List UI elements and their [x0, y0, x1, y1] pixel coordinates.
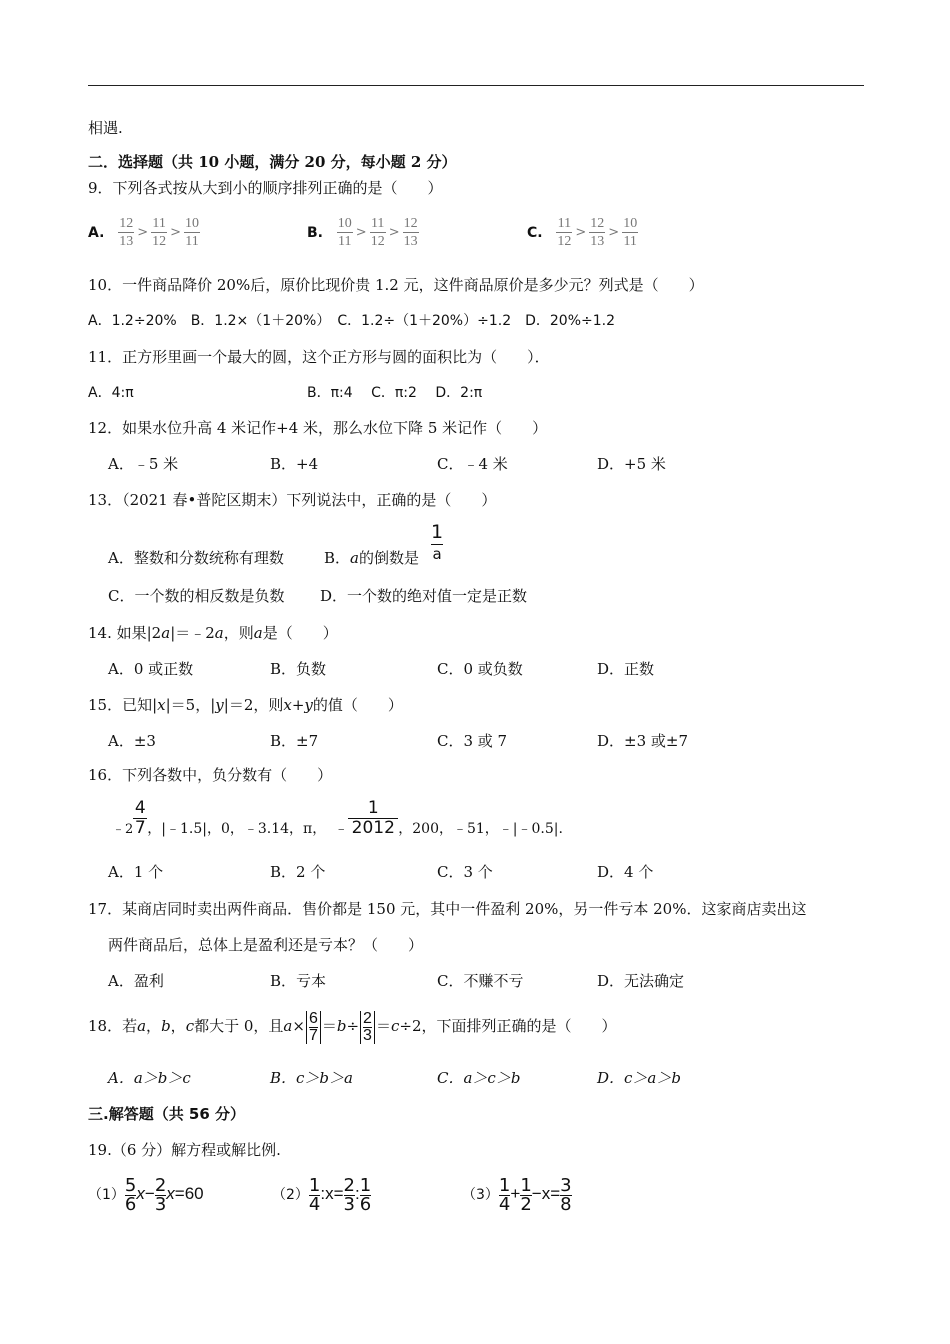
q14-option-a[interactable]: A．0 或正数 — [108, 660, 194, 678]
q9-option-c[interactable] — [527, 212, 639, 252]
q15-var-x2: x — [283, 696, 292, 714]
q15-var-x1: x — [157, 696, 166, 714]
q17-stem-line1: 17．某商店同时卖出两件商品．售价都是 150 元，其中一件盈利 20%，另一件亏本 20%．这家商店卖出这 — [88, 900, 807, 918]
q16-n1-den: 7 — [134, 817, 146, 838]
q18-stem-tail: ÷2，下面排列正确的是（ ） — [399, 1017, 617, 1035]
q16-n1-fraction — [133, 797, 147, 838]
q15-stem-m1: |＝5，| — [165, 696, 216, 714]
q12-option-b[interactable]: B．+4 — [270, 455, 319, 473]
q9-fraction — [184, 217, 200, 249]
q13-recip-num: 1 — [431, 521, 444, 543]
q19-p2-frac2 — [343, 1174, 355, 1215]
q18-f1-den: 7 — [308, 1026, 318, 1044]
q9-fraction-den: 13 — [590, 234, 605, 249]
q9-option-a[interactable] — [88, 212, 201, 252]
q17-option-d[interactable]: D．无法确定 — [597, 972, 685, 990]
q10-options[interactable]: A．1.2÷20% B．1.2×（1＋20%） C．1.2÷（1＋20%）÷1.2 D．20%÷1.2 — [88, 313, 615, 329]
q19-p1-frac1 — [124, 1174, 137, 1215]
q9-fraction-num: 12 — [119, 216, 134, 231]
q9-fraction — [337, 217, 353, 249]
q14-var-a2: a — [214, 624, 224, 642]
q19-p1-f2-num: 2 — [154, 1174, 167, 1196]
q19-p3-mid: −x= — [531, 1184, 561, 1203]
q9-fraction-den: 12 — [370, 234, 385, 249]
q18-var-c2: c — [390, 1017, 400, 1035]
q18-eq1: ＝ — [321, 1017, 337, 1035]
q18-stem-mid: 都大于 0，且 — [194, 1017, 284, 1035]
q15-stem-post: 的值（ ） — [312, 696, 403, 714]
q9-fraction-num: 10 — [623, 216, 638, 231]
q9-fraction-num: 10 — [185, 216, 200, 231]
q9-fraction — [622, 217, 638, 249]
q15-plus: + — [291, 696, 305, 714]
q16-stem: 16．下列各数中，负分数有（ ） — [88, 766, 333, 784]
q18-fraction-2 — [360, 1011, 375, 1044]
q19-p2-f2-den: 3 — [343, 1193, 355, 1215]
q19-p2-f3-den: 6 — [359, 1193, 372, 1215]
q17-option-a[interactable]: A．盈利 — [108, 972, 164, 990]
q9-expr-b — [336, 216, 420, 249]
q18-var-a: a — [137, 1017, 147, 1035]
q13-option-b[interactable] — [324, 548, 419, 568]
q16-n2-fraction — [348, 797, 398, 838]
q9-fraction-den: 12 — [557, 234, 572, 249]
q9-label-a: A. — [88, 225, 105, 241]
q11-options-bcd[interactable]: B．π:4 C．π:2 D．2:π — [307, 385, 483, 401]
q15-option-d[interactable]: D．±3 或±7 — [597, 732, 689, 750]
q17-option-b[interactable]: B．亏本 — [270, 972, 327, 990]
header-continuation: 相遇. — [88, 119, 123, 137]
q16-n2-num: 1 — [367, 797, 379, 818]
q19-p3-frac1 — [498, 1174, 511, 1215]
q15-var-y2: y — [304, 696, 313, 714]
q18-eq2: ＝ — [375, 1017, 391, 1035]
q11-stem: 11．正方形里画一个最大的圆，这个正方形与圆的面积比为（ ）． — [88, 348, 550, 366]
q19-p1-x2: x — [166, 1184, 175, 1203]
q9-fraction — [403, 217, 419, 249]
q9-fraction-num: 12 — [590, 216, 605, 231]
q18-stem-pre: 18．若 — [88, 1017, 138, 1035]
q18-f1-num: 6 — [308, 1009, 318, 1027]
q14-option-b[interactable]: B．负数 — [270, 660, 327, 678]
q19-p2-label: （2） — [272, 1187, 309, 1203]
q15-option-a[interactable]: A．±3 — [108, 732, 156, 750]
q13-option-d[interactable]: D．一个数的绝对值一定是正数 — [320, 587, 528, 605]
q19-p1-frac2 — [154, 1174, 167, 1215]
q16-n1-num: 4 — [134, 797, 146, 818]
q19-p1-x1: x — [136, 1184, 145, 1203]
q9-greater-than: > — [608, 225, 620, 240]
q19-p1-rhs: =60 — [174, 1184, 204, 1203]
q18-f2-num: 2 — [363, 1009, 372, 1027]
q19-p2-frac1 — [308, 1174, 321, 1215]
q9-greater-than: > — [575, 225, 587, 240]
q15-option-b[interactable]: B．±7 — [270, 732, 319, 750]
q9-fraction-num: 11 — [370, 216, 385, 231]
q16-n2-sign: ﹣ — [334, 821, 349, 837]
q9-fraction-num: 11 — [152, 216, 166, 231]
section3-title: 三.解答题（共 56 分） — [88, 1105, 246, 1123]
q9-fraction-num: 12 — [403, 216, 418, 231]
q13-reciprocal-fraction — [431, 523, 443, 562]
q19-p2-f2-num: 2 — [343, 1174, 355, 1196]
q19-p3-f2-den: 2 — [520, 1193, 532, 1215]
q19-p3-f1-num: 1 — [498, 1174, 511, 1196]
q12-option-d[interactable]: D．+5 米 — [597, 455, 666, 473]
q18-option-c[interactable]: C．a＞c＞b — [437, 1069, 521, 1087]
q9-fraction-den: 13 — [403, 234, 418, 249]
q16-n1-whole: ﹣2 — [112, 822, 134, 837]
q16-list-part2: ，200，﹣51，﹣|﹣0.5|. — [398, 821, 563, 837]
q19-part1 — [88, 1172, 204, 1216]
q16-list-part1: ，|﹣1.5|，0，﹣3.14，π， — [147, 821, 327, 837]
q19-p2-mid: :x= — [320, 1184, 344, 1203]
q9-stem: 9．下列各式按从大到小的顺序排列正确的是（ ） — [88, 179, 443, 197]
q19-p1-f1-den: 6 — [124, 1193, 137, 1215]
q9-fraction-num: 11 — [557, 216, 572, 231]
q16-n2-den: 2012 — [351, 817, 395, 838]
q18-var-b: b — [161, 1017, 171, 1035]
q9-greater-than: > — [137, 225, 149, 240]
q9-fraction — [118, 217, 134, 249]
q9-greater-than: > — [388, 225, 400, 240]
q18-div: ÷ — [346, 1017, 360, 1035]
q9-fraction — [151, 217, 167, 249]
q12-option-a[interactable]: A．﹣5 米 — [108, 455, 179, 473]
q13-recip-den: a — [432, 545, 442, 563]
q14-stem — [88, 623, 338, 643]
q14-stem-post: 是（ ） — [262, 624, 338, 642]
q13-var-a: a — [350, 549, 359, 567]
q18-f2-den: 3 — [363, 1026, 372, 1044]
q19-p2-f3-num: 1 — [359, 1174, 372, 1196]
q19-p2-f1-den: 4 — [308, 1193, 321, 1215]
q12-stem: 12．如果水位升高 4 米记作+4 米，那么水位下降 5 米记作（ ） — [88, 419, 548, 437]
q14-option-d[interactable]: D．正数 — [597, 660, 655, 678]
q15-option-c[interactable]: C．3 或 7 — [437, 732, 508, 750]
q14-stem-mid: |＝﹣2 — [170, 624, 215, 642]
q19-p3-f3-num: 3 — [560, 1174, 572, 1196]
q13-stem: 13．（2021 春•普陀区期末）下列说法中，正确的是（ ） — [88, 491, 497, 509]
section2-title: 二．选择题（共 10 小题，满分 20 分，每小题 2 分） — [88, 153, 457, 171]
q18-sep2: ， — [170, 1017, 186, 1035]
q14-var-a1: a — [161, 624, 171, 642]
q19-p3-frac3 — [560, 1174, 572, 1215]
q19-p3-f3-den: 8 — [560, 1193, 572, 1215]
q19-p1-minus: − — [144, 1184, 155, 1203]
q13-option-a[interactable]: A．整数和分数统称有理数 — [108, 549, 284, 567]
q13-option-b-text: 的倒数是 — [358, 549, 419, 567]
q9-label-c: C. — [527, 225, 543, 241]
q19-p3-frac2 — [520, 1174, 532, 1215]
q18-var-c: c — [185, 1017, 195, 1035]
q19-p3-plus: + — [510, 1184, 521, 1203]
q19-p1-f1-num: 5 — [124, 1174, 137, 1196]
q18-var-b2: b — [336, 1017, 347, 1035]
q17-option-c[interactable]: C．不赚不亏 — [437, 972, 524, 990]
q16-option-b[interactable]: B．2 个 — [270, 863, 326, 881]
q17-stem-line2: 两件商品后，总体上是盈利还是亏本？（ ） — [108, 936, 424, 954]
q18-option-a[interactable]: A．a＞b＞c — [108, 1069, 191, 1087]
q9-fraction-den: 11 — [338, 234, 352, 249]
q9-fraction-den: 11 — [623, 234, 637, 249]
q16-option-c[interactable]: C．3 个 — [437, 863, 493, 881]
q14-stem-pre: 14. 如果|2 — [88, 624, 162, 642]
q19-p1-label: （1） — [88, 1187, 125, 1203]
q16-number-list — [112, 798, 563, 844]
q14-stem-mid2: ，则 — [223, 624, 254, 642]
q9-fraction-den: 13 — [119, 234, 134, 249]
q15-stem-pre: 15．已知| — [88, 696, 158, 714]
q19-p3-f2-num: 1 — [520, 1174, 532, 1196]
q19-stem: 19.（6 分）解方程或解比例. — [88, 1141, 281, 1159]
q9-label-b: B. — [307, 225, 323, 241]
q19-part2 — [272, 1172, 371, 1216]
q12-option-c[interactable]: C．﹣4 米 — [437, 455, 508, 473]
q9-fraction — [370, 217, 386, 249]
q9-greater-than: > — [170, 225, 182, 240]
q14-option-c[interactable]: C．0 或负数 — [437, 660, 523, 678]
q19-p3-label: （3） — [462, 1187, 499, 1203]
q19-p2-f1-num: 1 — [308, 1174, 321, 1196]
q16-option-d[interactable]: D．4 个 — [597, 863, 654, 881]
q18-times: × — [292, 1017, 305, 1035]
q9-option-b[interactable] — [307, 212, 420, 252]
q19-p1-f2-den: 3 — [154, 1193, 167, 1215]
q11-option-a[interactable]: A．4:π — [88, 385, 134, 401]
q19-p2-colon: : — [354, 1184, 360, 1203]
q18-option-b[interactable]: B．c＞b＞a — [270, 1069, 353, 1087]
q10-stem: 10．一件商品降价 20%后，原价比现价贵 1.2 元，这件商品原价是多少元？列式是（ ） — [88, 276, 704, 294]
q18-stem — [88, 1003, 617, 1049]
q18-sep1: ， — [146, 1017, 162, 1035]
q15-stem — [88, 695, 403, 715]
q18-fraction-1 — [306, 1011, 321, 1044]
q19-p2-frac3 — [359, 1174, 372, 1215]
q13-option-c[interactable]: C．一个数的相反数是负数 — [108, 587, 285, 605]
q16-option-a[interactable]: A．1 个 — [108, 863, 164, 881]
q9-fraction-den: 11 — [185, 234, 199, 249]
q18-option-d[interactable]: D．c＞a＞b — [597, 1069, 681, 1087]
q9-fraction — [556, 217, 572, 249]
q15-var-y1: y — [215, 696, 224, 714]
header-rule — [88, 85, 864, 86]
q9-fraction — [589, 217, 605, 249]
q9-fraction-num: 10 — [337, 216, 352, 231]
q9-greater-than: > — [355, 225, 367, 240]
q14-var-a3: a — [253, 624, 263, 642]
q15-stem-m2: |＝2，则 — [223, 696, 284, 714]
q9-fraction-den: 12 — [152, 234, 167, 249]
q13-option-b-label: B． — [324, 549, 351, 567]
q19-part3 — [462, 1172, 572, 1216]
q19-p3-f1-den: 4 — [498, 1193, 511, 1215]
q9-expr-c — [555, 216, 639, 249]
q9-expr-a — [117, 216, 201, 249]
q18-var-a2: a — [283, 1017, 293, 1035]
